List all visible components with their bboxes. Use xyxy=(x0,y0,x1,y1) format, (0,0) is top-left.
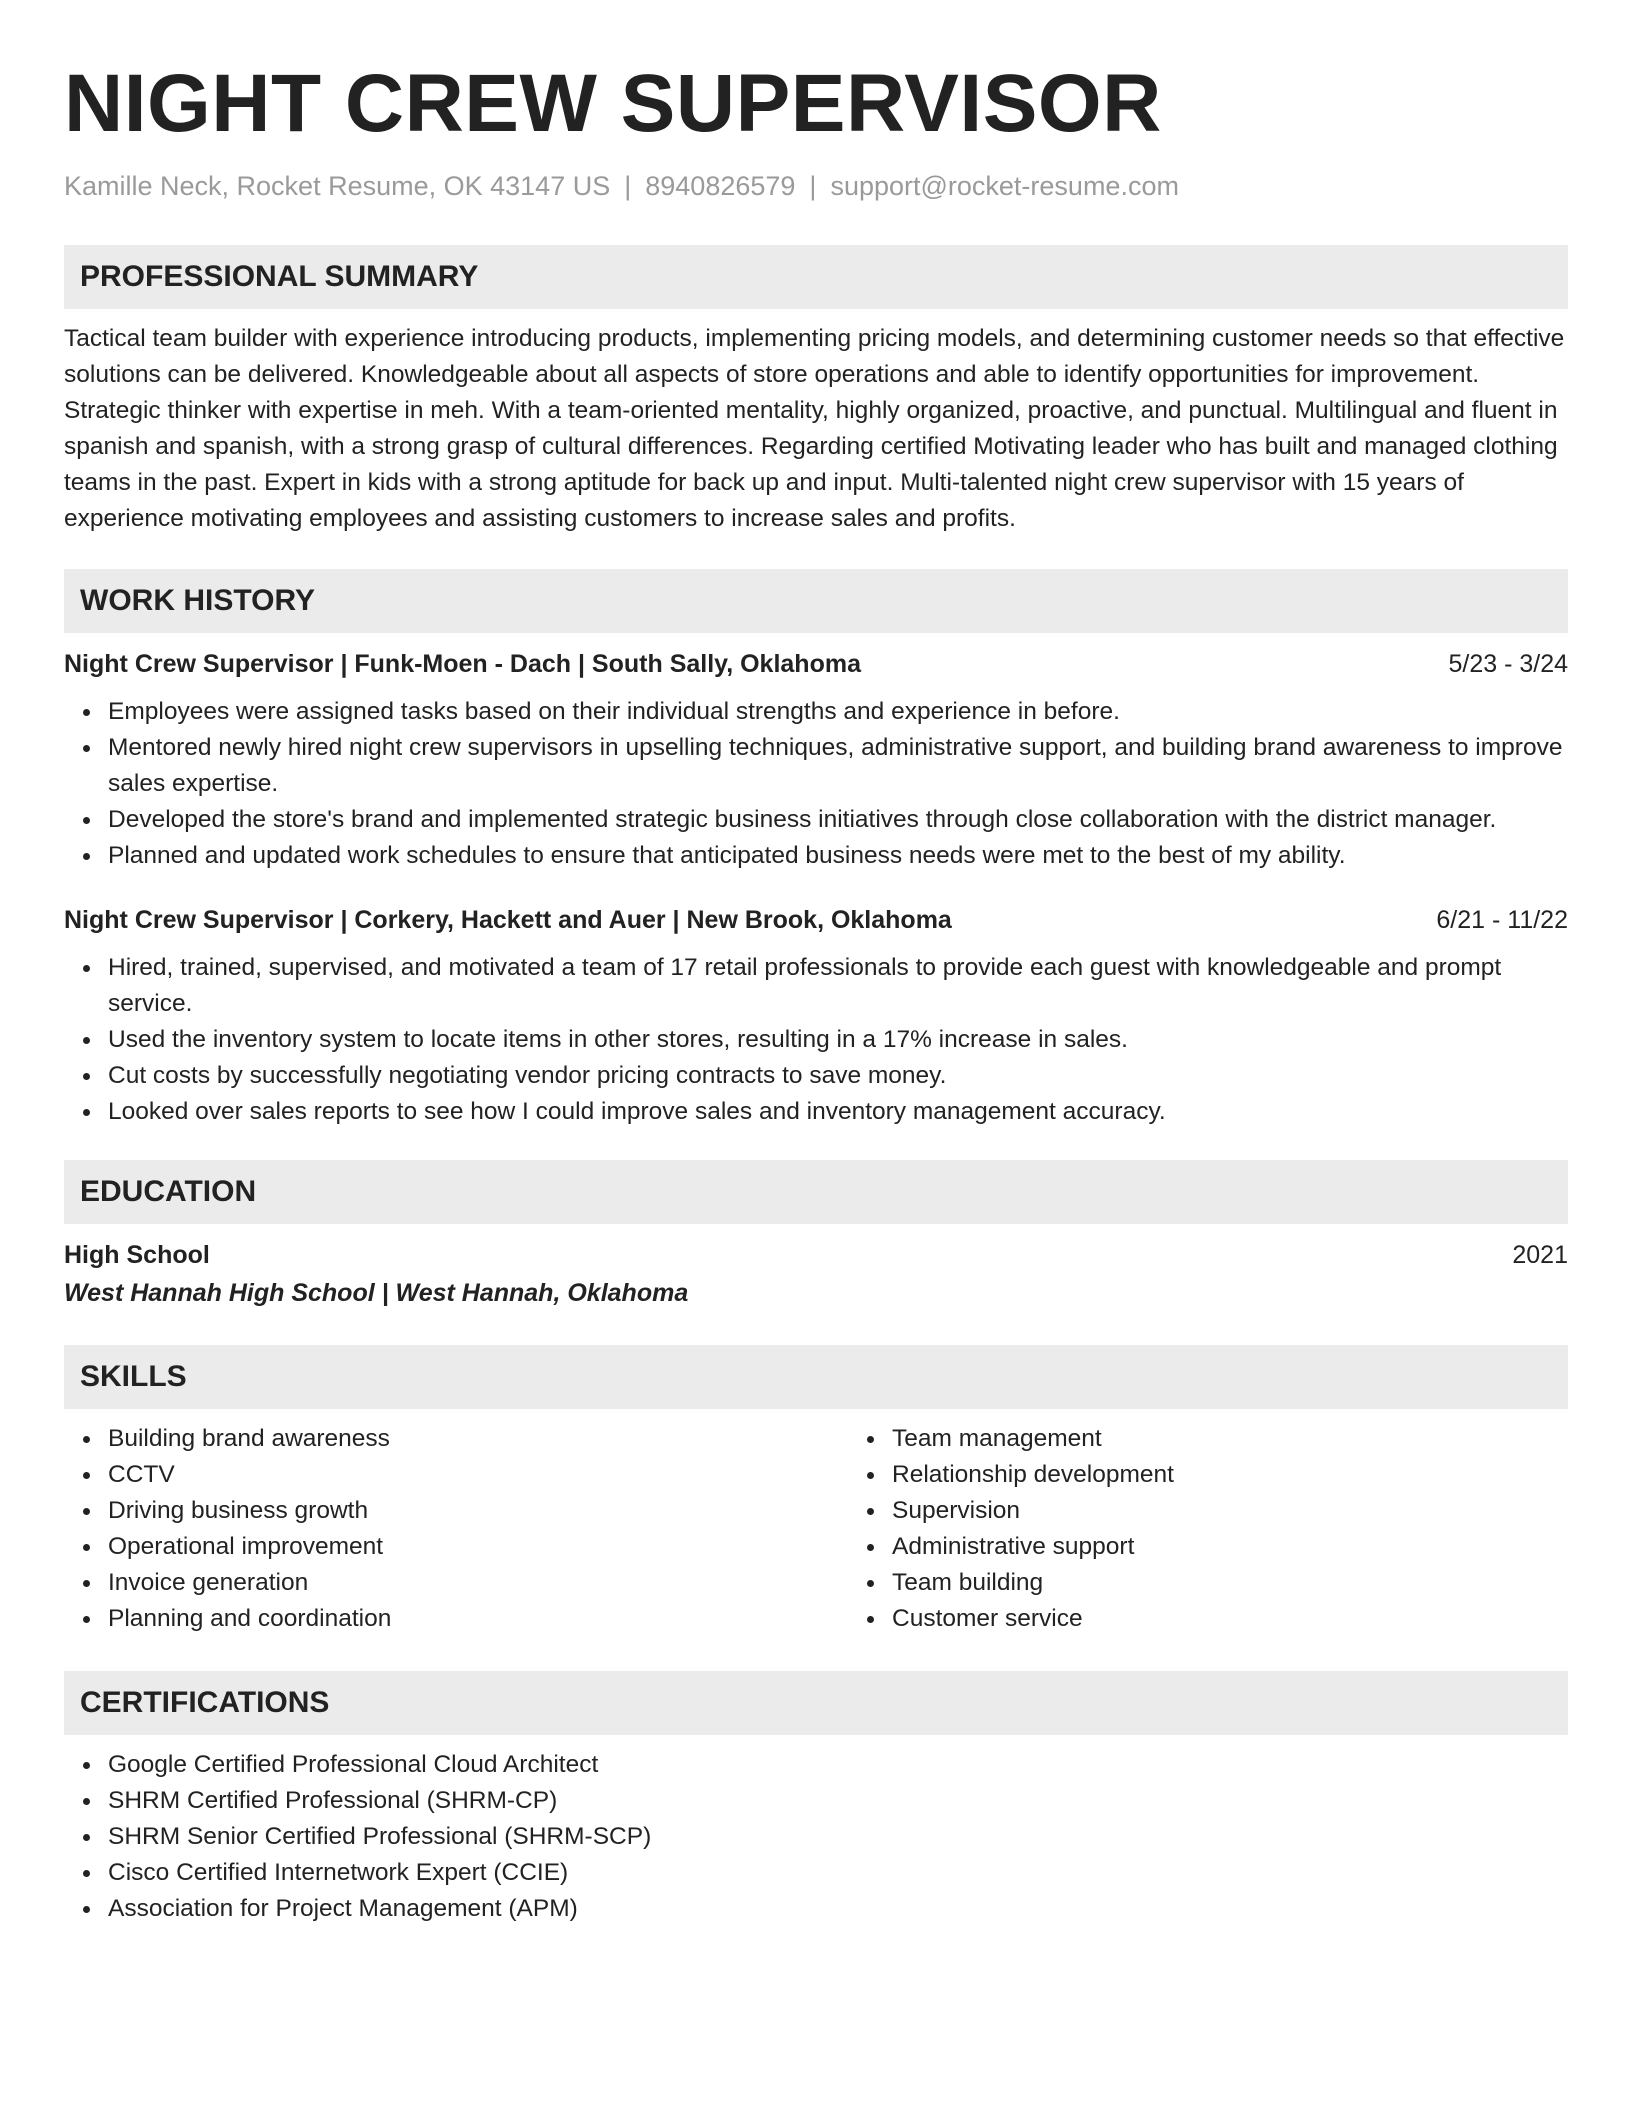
certification-item: Cisco Certified Internetwork Expert (CCIE) xyxy=(108,1855,1568,1891)
job-entry xyxy=(64,902,1568,1130)
certification-item: SHRM Senior Certified Professional (SHRM-SCP) xyxy=(108,1819,1568,1855)
job-bullet: Looked over sales reports to see how I could improve sales and inventory management accuracy. xyxy=(108,1094,1568,1130)
section-heading-work-history: WORK HISTORY xyxy=(64,569,1568,633)
skills-list-right xyxy=(848,1421,1174,1637)
summary-text: Tactical team builder with experience introducing products, implementing pricing models, and determining customer needs so that effective solutions can be delivered. Knowledgeable about all aspects of store operations and able to identify opportunities for improvement. Strategic thinker with expertise in meh. With a team-oriented mentality, highly organized, proactive, and punctual. Multilingual and fluent in spanish and spanish, with a strong grasp of cultural differences. Regarding certified Motivating leader who has built and managed clothing teams in the past. Expert in kids with a strong aptitude for back up and input. Multi-talented night crew supervisor with 15 years of experience motivating employees and assisting customers to increase sales and profits. xyxy=(64,325,1565,532)
job-bullet: Planned and updated work schedules to ensure that anticipated business needs were met to the best of my ability. xyxy=(108,838,1568,874)
certifications-section xyxy=(64,1671,1568,1927)
education-header xyxy=(64,1237,1568,1273)
contact-phone: 8940826579 xyxy=(645,171,796,201)
job-bullet: Employees were assigned tasks based on their individual strengths and experience in before. xyxy=(108,694,1568,730)
section-heading-education: EDUCATION xyxy=(64,1160,1568,1224)
work-history-section xyxy=(64,569,1568,1130)
job-header xyxy=(64,646,1568,682)
certification-item: Google Certified Professional Cloud Architect xyxy=(108,1747,1568,1783)
skill-item: CCTV xyxy=(108,1457,848,1493)
section-heading-skills: SKILLS xyxy=(64,1345,1568,1409)
skill-item: Team management xyxy=(892,1421,1174,1457)
skill-item: Supervision xyxy=(892,1493,1174,1529)
skills-list-left xyxy=(64,1421,848,1637)
education-degree: High School xyxy=(64,1241,210,1269)
job-dates: 5/23 - 3/24 xyxy=(1448,650,1568,678)
job-bullets xyxy=(64,950,1568,1130)
skill-item: Administrative support xyxy=(892,1529,1174,1565)
education-section xyxy=(64,1160,1568,1311)
job-bullet: Hired, trained, supervised, and motivated a team of 17 retail professionals to provide each guest with knowledgeable and prompt service. xyxy=(108,950,1568,1022)
education-school: West Hannah High School | West Hannah, Oklahoma xyxy=(64,1279,689,1307)
job-bullet: Used the inventory system to locate items in other stores, resulting in a 17% increase in sales. xyxy=(108,1022,1568,1058)
education-entry xyxy=(64,1237,1568,1311)
skill-item: Team building xyxy=(892,1565,1174,1601)
contact-separator: | xyxy=(624,171,632,201)
job-bullet: Mentored newly hired night crew supervisors in upselling techniques, administrative support, and building brand awareness to improve sales expertise. xyxy=(108,730,1568,802)
summary-section xyxy=(64,245,1568,537)
resume-title: NIGHT CREW SUPERVISOR xyxy=(64,58,1162,149)
skill-item: Building brand awareness xyxy=(108,1421,848,1457)
job-header xyxy=(64,902,1568,938)
job-title: Night Crew Supervisor | Funk-Moen - Dach | South Sally, Oklahoma xyxy=(64,650,861,678)
contact-separator: | xyxy=(809,171,817,201)
skill-item: Customer service xyxy=(892,1601,1174,1637)
skill-item: Relationship development xyxy=(892,1457,1174,1493)
skills-grid xyxy=(64,1421,1568,1637)
contact-email: support@rocket-resume.com xyxy=(830,171,1179,201)
skill-item: Operational improvement xyxy=(108,1529,848,1565)
contact-address: Kamille Neck, Rocket Resume, OK 43147 US xyxy=(64,171,611,201)
job-bullet: Cut costs by successfully negotiating vendor pricing contracts to save money. xyxy=(108,1058,1568,1094)
certification-item: SHRM Certified Professional (SHRM-CP) xyxy=(108,1783,1568,1819)
job-entry xyxy=(64,646,1568,874)
education-year: 2021 xyxy=(1512,1241,1568,1269)
section-heading-summary: PROFESSIONAL SUMMARY xyxy=(64,245,1568,309)
job-dates: 6/21 - 11/22 xyxy=(1436,906,1568,934)
job-title: Night Crew Supervisor | Corkery, Hackett and Auer | New Brook, Oklahoma xyxy=(64,906,952,934)
contact-line xyxy=(64,168,1568,204)
section-heading-certifications: CERTIFICATIONS xyxy=(64,1671,1568,1735)
skill-item: Invoice generation xyxy=(108,1565,848,1601)
job-bullets xyxy=(64,694,1568,874)
skill-item: Driving business growth xyxy=(108,1493,848,1529)
certifications-list xyxy=(64,1747,1568,1927)
certification-item: Association for Project Management (APM) xyxy=(108,1891,1568,1927)
job-bullet: Developed the store's brand and implemented strategic business initiatives through close collaboration with the district manager. xyxy=(108,802,1568,838)
skills-section xyxy=(64,1345,1568,1637)
skill-item: Planning and coordination xyxy=(108,1601,848,1637)
